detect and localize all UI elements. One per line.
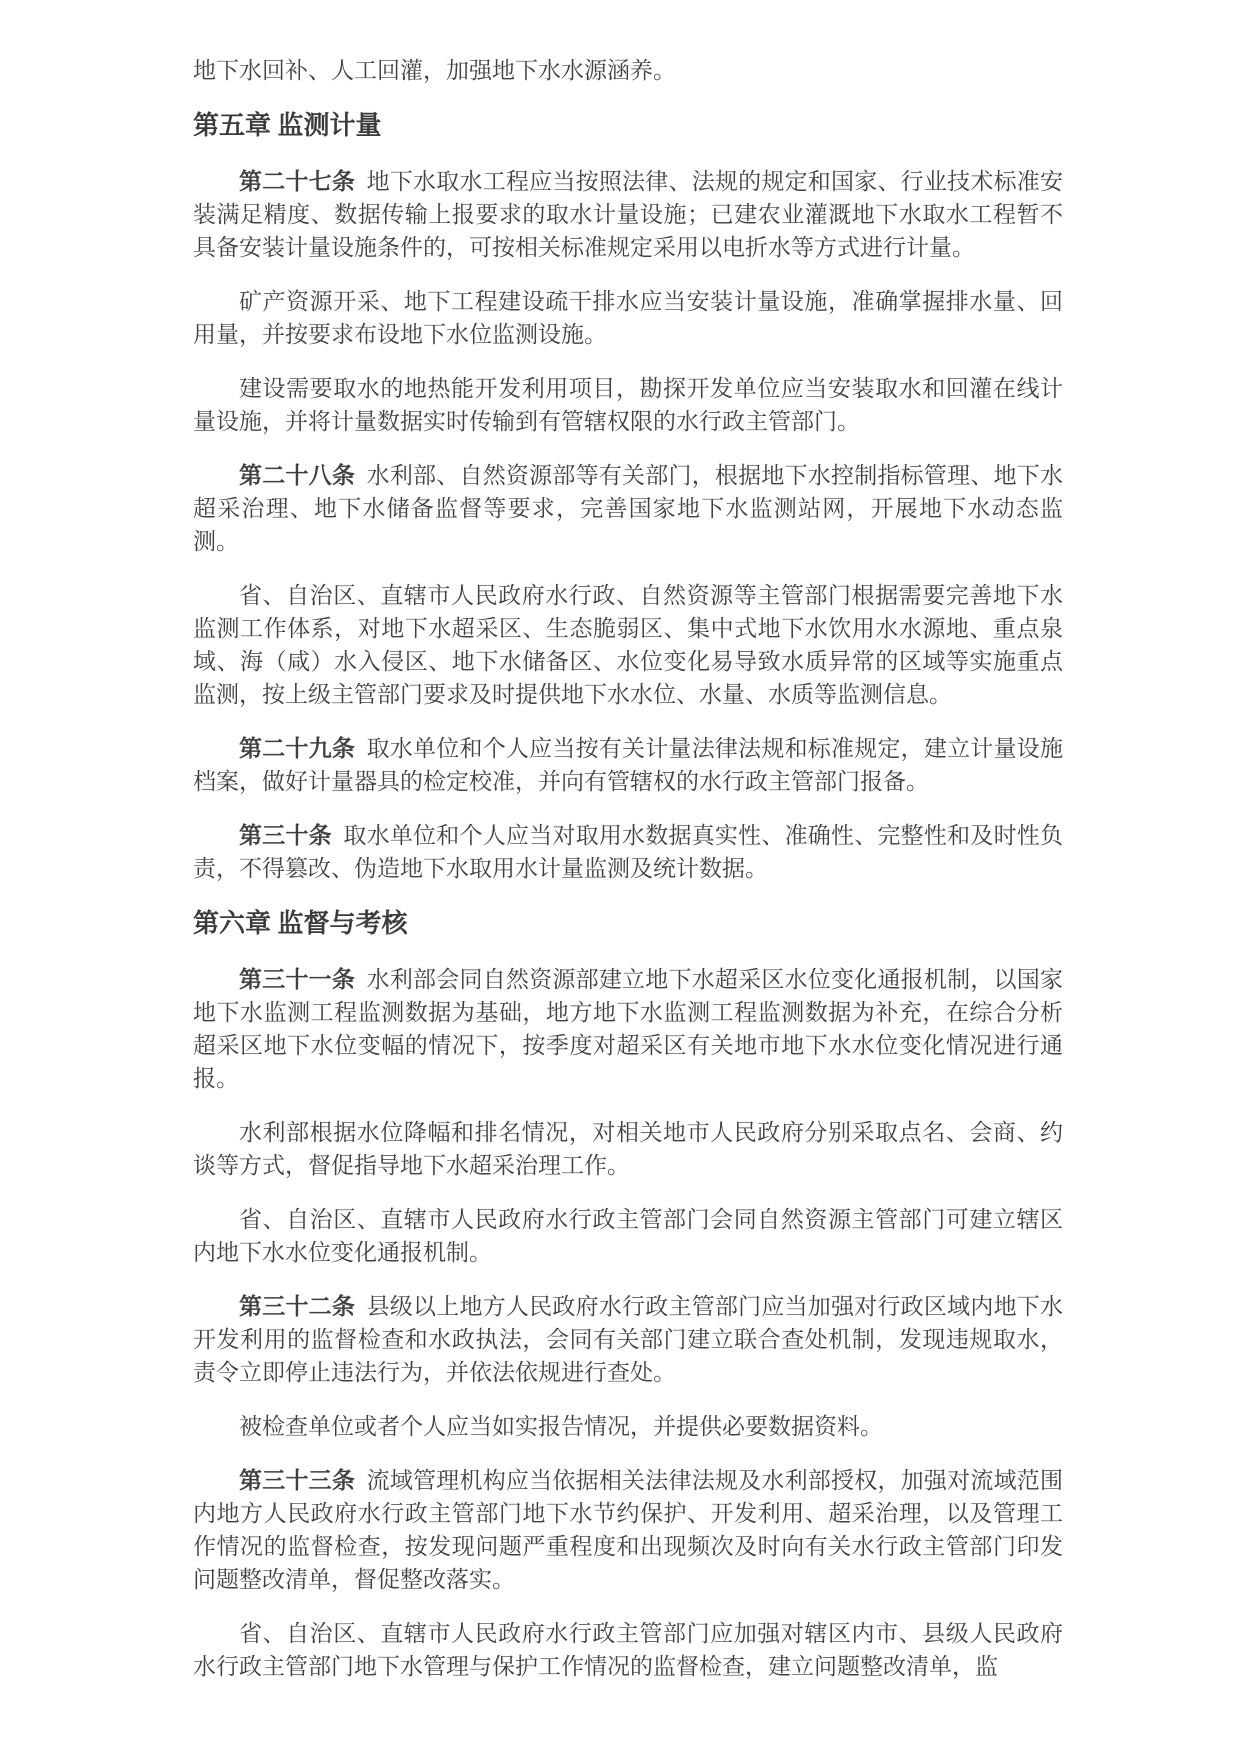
paragraph	[193, 963, 1063, 1095]
paragraph: 被检查单位或者个人应当如实报告情况，并提供必要数据资料。	[239, 1414, 883, 1439]
paragraph	[193, 165, 1063, 264]
paragraph	[193, 459, 1063, 558]
article-number: 第二十七条	[239, 169, 356, 194]
chapter-heading: 第五章 监测计量	[193, 111, 382, 140]
article-number: 第三十二条	[239, 1294, 356, 1319]
article-number: 第二十八条	[239, 463, 356, 488]
paragraph-text: 县级以上地方人民政府水行政主管部门应当加强对行政区域内地下水开发利用的监督检查和水政执法，会同有关部门建立联合查处机制，发现违规取水，责令立即停止违法行为，并依法依规进行查处。	[193, 1294, 1064, 1385]
paragraph: 省、自治区、直辖市人民政府水行政主管部门会同自然资源主管部门可建立辖区内地下水水位变化通报机制。	[193, 1207, 1063, 1265]
paragraph-text: 取水单位和个人应当对取用水数据真实性、准确性、完整性和及时性负责，不得篡改、伪造地下水取用水计量监测及统计数据。	[193, 823, 1064, 881]
chapter-heading: 第六章 监督与考核	[193, 909, 408, 938]
document-body	[193, 54, 1063, 1683]
paragraph: 省、自治区、直辖市人民政府水行政主管部门应加强对辖区内市、县级人民政府水行政主管部门地下水管理与保护工作情况的监督检查，建立问题整改清单，监	[193, 1621, 1063, 1679]
paragraph	[193, 819, 1063, 885]
paragraph-text: 流域管理机构应当依据相关法律法规及水利部授权，加强对流域范围内地方人民政府水行政主管部门地下水节约保护、开发利用、超采治理，以及管理工作情况的监督检查，按发现问题严重程度和出现频次及时向有关水行政主管部门印发问题整改清单，督促整改落实。	[193, 1468, 1064, 1592]
paragraph	[193, 732, 1063, 798]
paragraph: 省、自治区、直辖市人民政府水行政、自然资源等主管部门根据需要完善地下水监测工作体系，对地下水超采区、生态脆弱区、集中式地下水饮用水水源地、重点泉域、海（咸）水入侵区、地下水储备区、水位变化易导致水质异常的区域等实施重点监测，按上级主管部门要求及时提供地下水水位、水量、水质等监测信息。	[193, 583, 1063, 707]
paragraph	[193, 1464, 1063, 1596]
article-number: 第二十九条	[239, 736, 356, 761]
paragraph-text: 水利部、自然资源部等有关部门，根据地下水控制指标管理、地下水超采治理、地下水储备监督等要求，完善国家地下水监测站网，开展地下水动态监测。	[193, 463, 1064, 554]
paragraph	[193, 1290, 1063, 1389]
paragraph-text: 取水单位和个人应当按有关计量法律法规和标准规定，建立计量设施档案，做好计量器具的检定校准，并向有管辖权的水行政主管部门报备。	[193, 736, 1064, 794]
article-number: 第三十条	[239, 823, 332, 848]
article-number: 第三十三条	[239, 1468, 356, 1493]
paragraph-text: 水利部会同自然资源部建立地下水超采区水位变化通报机制，以国家地下水监测工程监测数据为基础，地方地下水监测工程监测数据为补充，在综合分析超采区地下水位变幅的情况下，按季度对超采区有关地市地下水水位变化情况进行通报。	[193, 967, 1064, 1091]
paragraph: 矿产资源开采、地下工程建设疏干排水应当安装计量设施，准确掌握排水量、回用量，并按要求布设地下水位监测设施。	[193, 289, 1063, 347]
paragraph: 地下水回补、人工回灌，加强地下水水源涵养。	[193, 58, 676, 83]
paragraph: 水利部根据水位降幅和排名情况，对相关地市人民政府分别采取点名、会商、约谈等方式，督促指导地下水超采治理工作。	[193, 1120, 1063, 1178]
paragraph-text: 地下水取水工程应当按照法律、法规的规定和国家、行业技术标准安装满足精度、数据传输上报要求的取水计量设施；已建农业灌溉地下水取水工程暂不具备安装计量设施条件的，可按相关标准规定采用以电折水等方式进行计量。	[193, 169, 1064, 260]
paragraph: 建设需要取水的地热能开发利用项目，勘探开发单位应当安装取水和回灌在线计量设施，并将计量数据实时传输到有管辖权限的水行政主管部门。	[193, 376, 1063, 434]
article-number: 第三十一条	[239, 967, 356, 992]
